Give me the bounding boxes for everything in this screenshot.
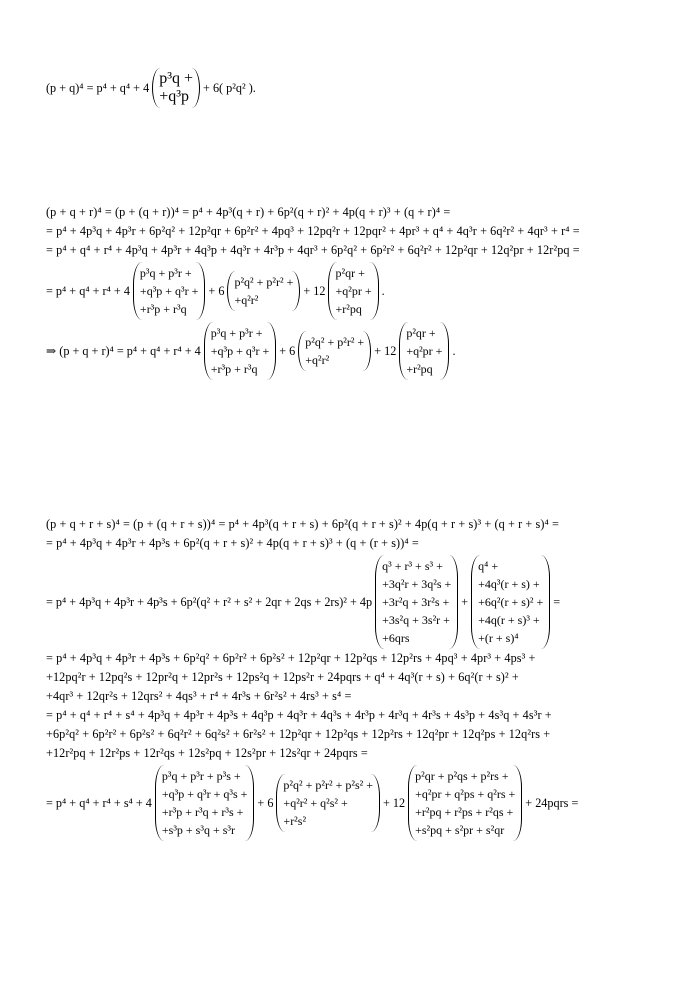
group-term: p²qr + [335,266,365,280]
group-term: p³q + p³r + [210,326,263,340]
equation-line: = p⁴ + 4p³q + 4p³r + 4p³s + 6p²(q + r + s)² + 4p(q + r + s)³ + (q + (r + s))⁴ = [46,536,419,550]
group-term: +q²pr + q²ps + q²rs + [415,787,516,801]
equals-sign: = [553,594,561,609]
coefficient-group-6 [227,271,300,311]
group-prefix: = p⁴ + q⁴ + r⁴ + s⁴ + 4 [46,795,152,810]
group-term: +6q²(r + s)² + [478,595,544,609]
group-term: +q³p [159,88,190,105]
equation-trinomial [46,203,690,380]
equation-line: = p⁴ + q⁴ + r⁴ + s⁴ + 4p³q + 4p³r + 4p³s + 4q³p + 4q³r + 4q³s + 4r³p + 4r³q + 4r³s + 4s³p + 4s³q + 4s³r + [46,708,552,722]
coefficient-group-12 [399,322,449,380]
equation-line: +4qr³ + 12qr²s + 12qrs² + 4qs³ + r⁴ + 4r³s + 6r²s² + 4rs³ + s⁴ = [46,689,352,703]
equation-quadrinomial [46,515,690,841]
group-term: +q²pr + [335,284,372,298]
group-term: p³q + p³r + [139,266,192,280]
group-term: +4q(r + s)³ + [478,613,540,627]
coefficient-group-4 [133,262,206,320]
group-term: p³q + p³r + p³s + [161,769,241,783]
equation-tail: + 24pqrs = [525,795,579,810]
cube-expansion-group [375,555,458,649]
period: . [381,283,385,298]
group-term: +r²s² [283,814,307,828]
group-term: +(r + s)⁴ [478,631,519,645]
equation-line: +12r²pq + 12r²ps + 12r²qs + 12s²pq + 12s²pr + 12s²qr + 24pqrs = [46,746,368,760]
group-prefix: ⇒ (p + q + r)⁴ = p⁴ + q⁴ + r⁴ + 4 [46,343,201,358]
fourth-power-group [471,555,550,649]
group-term: p²qr + p²qs + p²rs + [415,769,509,783]
group-term: q⁴ + [478,559,499,573]
coefficient-twelve: + 12 [382,795,406,810]
coefficient-group-4 [152,68,200,108]
group-term: p²q² + p²r² + [234,275,294,289]
equation-line: = p⁴ + 4p³q + 4p³r + 4p³s + 6p²q² + 6p²r² + 6p²s² + 12p²qr + 12p²qs + 12p²rs + 4pq³ + 4pr³ + 4ps³ + [46,651,536,665]
group-term: p²qr + [406,326,436,340]
group-prefix: = p⁴ + 4p³q + 4p³r + 4p³s + 6p²(q² + r² + s² + 2qr + 2qs + 2rs)² + 4p [46,594,373,609]
group-term: +q²r² [305,353,330,367]
group-term: +r³p + r³q [139,302,187,316]
equation-line: +12pq²r + 12pq²s + 12pr²q + 12pr²s + 12ps²q + 12ps²r + 24pqrs + q⁴ + 4q³(r + s) + 6q²(r + s)² + [46,670,519,684]
group-term: +r²pq [406,362,433,376]
group-term: +q³p + q³r + [139,284,199,298]
coefficient-six: + 6 [279,343,296,358]
equation-line: (p + q + r + s)⁴ = (p + (q + r + s))⁴ = p⁴ + 4p³(q + r + s) + 6p²(q + r + s)² + 4p(q + r + s)³ + (q + r + s)⁴ = [46,517,560,531]
coefficient-group-4 [204,322,277,380]
coefficient-twelve: + 12 [374,343,397,358]
equation-binomial [46,68,690,108]
group-term: +q²r² + q²s² + [283,796,348,810]
equation-line: +6p²q² + 6p²r² + 6p²s² + 6q²r² + 6q²s² + 6r²s² + 12p²qr + 12p²qs + 12p²rs + 12q²pr + 12q²ps + 12q²rs + [46,727,551,741]
coefficient-six: + 6 [208,283,225,298]
group-term: +s³p + s³q + s³r [161,823,235,837]
equation-lhs: (p + q)⁴ = p⁴ + q⁴ + 4 [46,81,150,95]
group-term: +s²pq + s²pr + s²qr [415,823,505,837]
coefficient-group-12 [328,262,378,320]
group-term: p²q² + p²r² + p²s² + [283,778,373,792]
group-term: +q³p + q³r + q³s + [161,787,248,801]
group-prefix: = p⁴ + q⁴ + r⁴ + 4 [46,283,130,298]
coefficient-group-4 [155,765,255,841]
group-term: p³q + [159,70,194,87]
coefficient-group-6 [276,774,380,832]
equation-tail: + 6( p²q² ). [203,81,256,95]
group-term: +6qrs [382,631,410,645]
grouped-line [46,555,690,649]
equation-line: = p⁴ + q⁴ + r⁴ + 4p³q + 4p³r + 4q³p + 4q³r + 4r³p + 4qr³ + 6p²q² + 6p²r² + 6q²r² + 12p²qr + 12q²pr + 12r²pq = [46,243,580,257]
group-term: q³ + r³ + s³ + [382,559,443,573]
group-term: p²q² + p²r² + [305,335,365,349]
grouped-line [46,765,690,841]
group-term: +3q²r + 3q²s + [382,577,452,591]
conclusion-line [46,322,690,380]
plus-sign: + [461,594,469,609]
coefficient-six: + 6 [257,795,274,810]
coefficient-twelve: + 12 [303,283,326,298]
group-term: +r²pq [335,302,362,316]
group-term: +q²pr + [406,344,443,358]
grouped-line [46,262,690,320]
group-term: +3s²q + 3s²r + [382,613,450,627]
group-term: +3r²q + 3r²s + [382,595,450,609]
period: . [452,343,456,358]
group-term: +r²pq + r²ps + r²qs + [415,805,514,819]
group-term: +q³p + q³r + [210,344,270,358]
equation-row [46,68,690,108]
equation-line: (p + q + r)⁴ = (p + (q + r))⁴ = p⁴ + 4p³(q + r) + 6p²(q + r)² + 4p(q + r)³ + (q + r)⁴ = [46,205,451,219]
group-term: +4q³(r + s) + [478,577,540,591]
coefficient-group-6 [298,331,371,371]
equation-line: = p⁴ + 4p³q + 4p³r + 6p²q² + 12p²qr + 6p²r² + 4pq³ + 12pq²r + 12pqr² + 4pr³ + q⁴ + 4q³r + 6q²r² + 4qr³ + r⁴ = [46,224,580,238]
group-term: +r³p + r³q + r³s + [161,805,244,819]
coefficient-group-12 [408,765,522,841]
group-term: +q²r² [234,293,259,307]
group-term: +r³p + r³q [210,362,258,376]
